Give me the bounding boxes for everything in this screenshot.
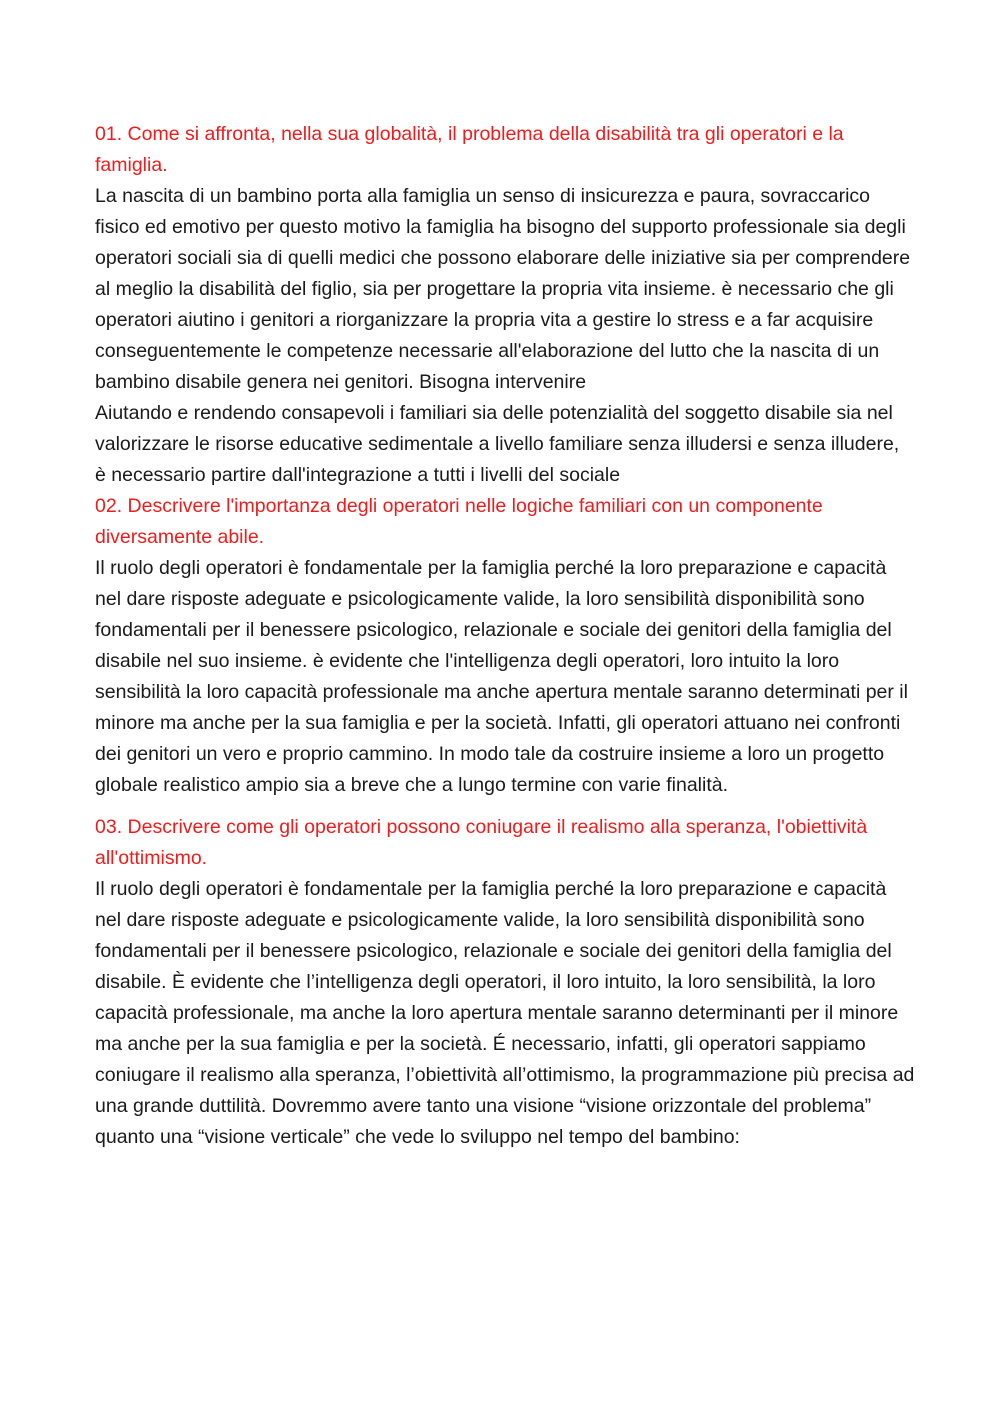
question-01: 01. Come si affronta, nella sua globalità, il problema della disabilità tra gli operatori e la famiglia. [95,123,844,176]
answer-01-part-1: La nascita di un bambino porta alla famiglia un senso di insicurezza e paura, sovraccarico fisico ed emotivo per questo motivo la famiglia ha bisogno del supporto professionale sia degli operatori sociali sia di quelli medici che possono elaborare delle iniziative sia per comprendere al meglio la disabilità del figlio, sia per progettare la propria vita insieme. è necessario che gli operatori aiutino i genitori a riorganizzare la propria vita a gestire lo stress e a far acquisire conseguentemente le competenze necessarie all'elaborazione del lutto che la nascita di un bambino disabile genera nei genitori. Bisogna intervenire [95,185,911,393]
document-page [95,119,915,1153]
question-02: 02. Descrivere l'importanza degli operatori nelle logiche familiari con un componente diversamente abile. [95,495,823,548]
answer-03: Il ruolo degli operatori è fondamentale per la famiglia perché la loro preparazione e capacità nel dare risposte adeguate e psicologicamente valide, la loro sensibilità disponibilità sono fondamentali per il benessere psicologico, relazionale e sociale dei genitori della famiglia del disabile. È evidente che l’intelligenza degli operatori, il loro intuito, la loro sensibilità, la loro capacità professionale, ma anche la loro apertura mentale saranno determinanti per il minore ma anche per la sua famiglia e per la società. É necessario, infatti, gli operatori sappiamo coniugare il realismo alla speranza, l’obiettività all’ottimismo, la programmazione più precisa ad una grande duttilità. Dovremmo avere tanto una visione “visione orizzontale del problema” quanto una “visione verticale” che vede lo sviluppo nel tempo del bambino: [95,878,915,1148]
section-spacer [95,801,915,812]
answer-01-part-2: Aiutando e rendendo consapevoli i familiari sia delle potenzialità del soggetto disabile sia nel valorizzare le risorse educative sedimentale a livello familiare senza illudersi e senza illudere, è necessario partire dall'integrazione a tutti i livelli del sociale [95,402,900,486]
answer-02: Il ruolo degli operatori è fondamentale per la famiglia perché la loro preparazione e capacità nel dare risposte adeguate e psicologicamente valide, la loro sensibilità disponibilità sono fondamentali per il benessere psicologico, relazionale e sociale dei genitori della famiglia del disabile nel suo insieme. è evidente che l'intelligenza degli operatori, loro intuito la loro sensibilità la loro capacità professionale ma anche apertura mentale saranno determinati per il minore ma anche per la sua famiglia e per la società. Infatti, gli operatori attuano nei confronti dei genitori un vero e proprio cammino. In modo tale da costruire insieme a loro un progetto globale realistico ampio sia a breve che a lungo termine con varie finalità. [95,557,908,796]
question-03: 03. Descrivere come gli operatori possono coniugare il realismo alla speranza, l'obiettività all'ottimismo. [95,816,868,869]
